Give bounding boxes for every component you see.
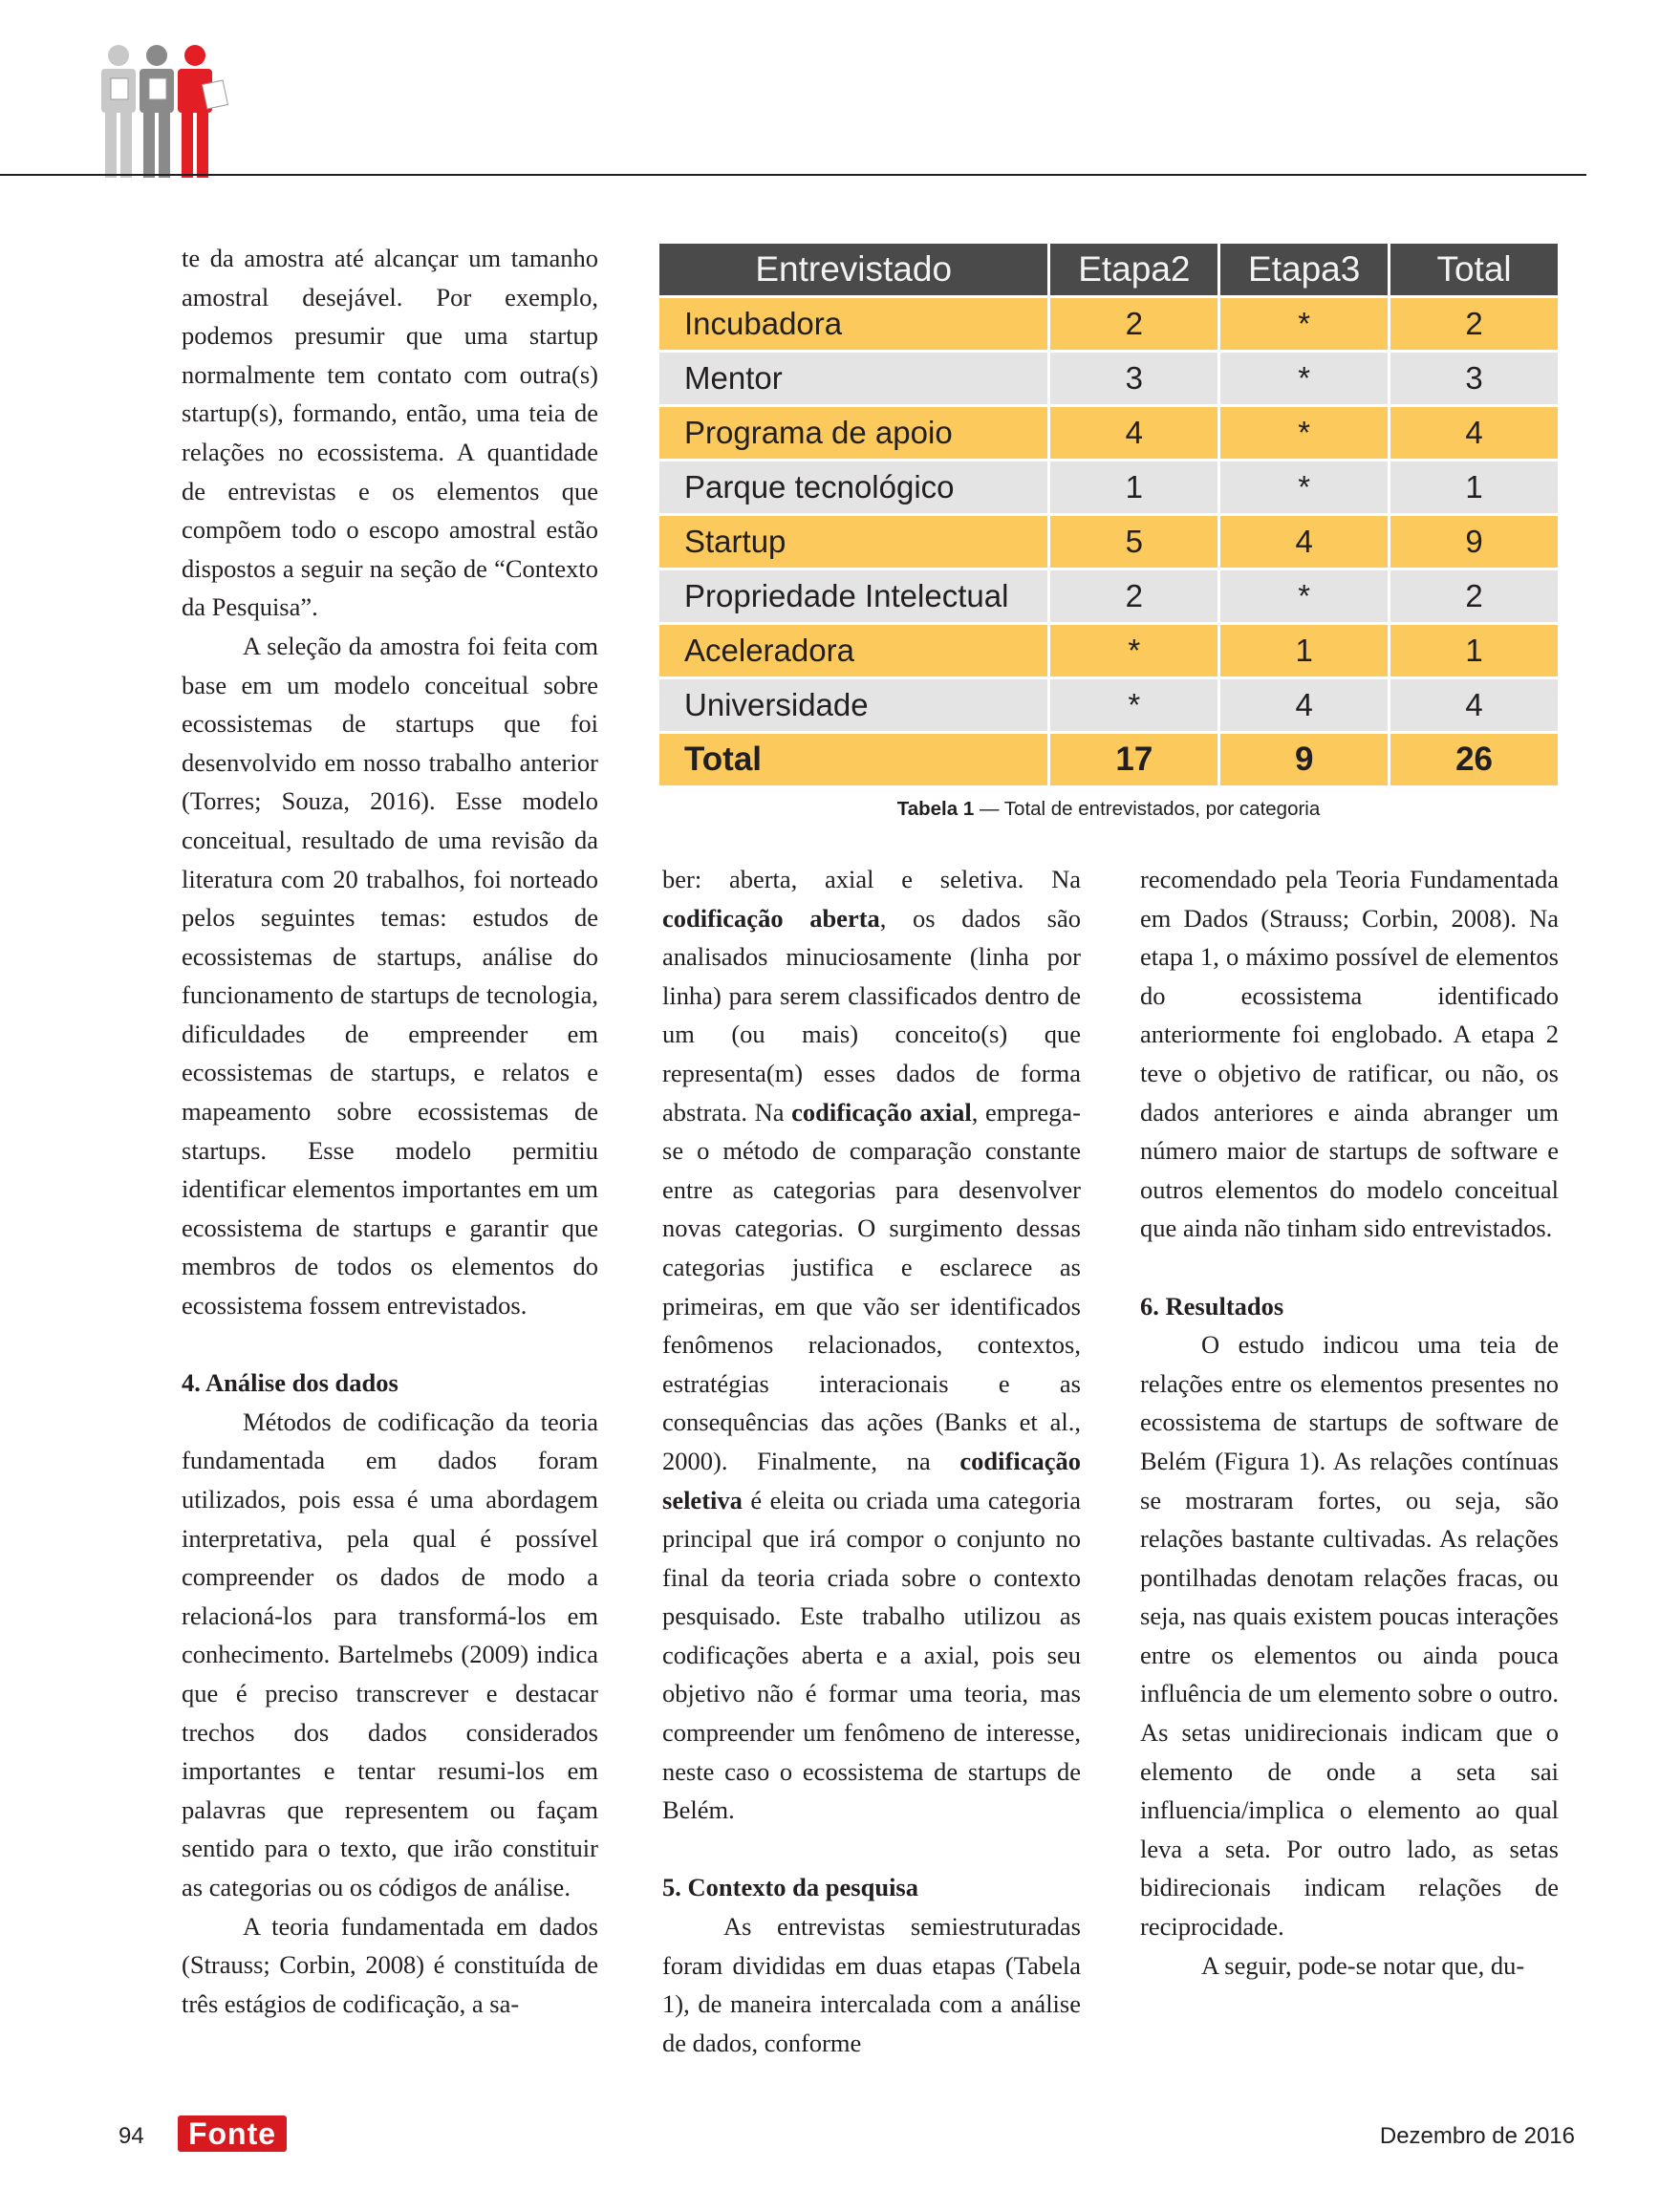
table-cell: * bbox=[1220, 407, 1388, 459]
bold-term: codificação aberta bbox=[662, 903, 880, 933]
table-row bbox=[659, 298, 1558, 350]
header-rule bbox=[0, 174, 1586, 176]
caption-label: Tabela 1 bbox=[896, 798, 975, 820]
table-header-cell: Etapa3 bbox=[1220, 244, 1388, 295]
interviewees-table-figure bbox=[659, 241, 1558, 821]
table-cell: 5 bbox=[1050, 516, 1217, 568]
bold-term: codificação axial bbox=[791, 1097, 972, 1127]
table-row bbox=[659, 462, 1558, 513]
issue-date: Dezembro de 2016 bbox=[1379, 2123, 1575, 2149]
table-cell: 2 bbox=[1390, 298, 1558, 350]
table-cell: 3 bbox=[1390, 353, 1558, 404]
table-row bbox=[659, 353, 1558, 404]
table-cell: 4 bbox=[1220, 679, 1388, 731]
table-cell: Parque tecnológico bbox=[659, 462, 1047, 513]
table-cell: Aceleradora bbox=[659, 625, 1047, 676]
table-cell: 4 bbox=[1050, 407, 1217, 459]
table-caption bbox=[659, 798, 1558, 821]
paragraph: A teoria fundamentada em dados (Strauss; Corbin, 2008) é constituída de três estágios de codificação, a sa- bbox=[182, 1911, 598, 2018]
table-cell: 4 bbox=[1220, 516, 1388, 568]
table-total-row bbox=[659, 734, 1558, 785]
table-cell: 4 bbox=[1390, 679, 1558, 731]
table-row bbox=[659, 570, 1558, 622]
interviewees-table bbox=[657, 241, 1561, 788]
table-cell: 17 bbox=[1050, 734, 1217, 785]
table-row bbox=[659, 679, 1558, 731]
table-cell: 26 bbox=[1390, 734, 1558, 785]
table-row bbox=[659, 407, 1558, 459]
table-cell: 1 bbox=[1390, 462, 1558, 513]
paragraph: recomendado pela Teoria Fundamentada em Dados (Strauss; Corbin, 2008). Na etapa 1, o máximo possível de elementos do ecossistema identificado anteriormente foi englobado. A etapa 2 teve o objetivo de ratificar, ou não, os dados anteriores e ainda abranger um número maior de startups de software e outros elementos do modelo conceitual que ainda não tinham sido entrevistados. bbox=[1140, 865, 1559, 1243]
table-header-row bbox=[659, 244, 1558, 295]
table-row bbox=[659, 625, 1558, 676]
table-cell: 9 bbox=[1390, 516, 1558, 568]
caption-text: — Total de entrevistados, por categoria bbox=[974, 798, 1321, 820]
table-cell: Mentor bbox=[659, 353, 1047, 404]
table-cell: * bbox=[1050, 625, 1217, 676]
page-number: 94 bbox=[118, 2123, 144, 2149]
table-cell: 2 bbox=[1050, 298, 1217, 350]
paragraph: As entrevistas semiestruturadas foram divididas em duas etapas (Tabela 1), de maneira intercalada com a análise de dados, conforme bbox=[662, 1912, 1081, 2057]
table-row bbox=[659, 516, 1558, 568]
table-header-cell: Total bbox=[1390, 244, 1558, 295]
table-header-cell: Etapa2 bbox=[1050, 244, 1217, 295]
table-cell: Incubadora bbox=[659, 298, 1047, 350]
table-cell: Propriedade Intelectual bbox=[659, 570, 1047, 622]
table-cell: 1 bbox=[1390, 625, 1558, 676]
table-cell: 3 bbox=[1050, 353, 1217, 404]
section-heading: 6. Resultados bbox=[1140, 1291, 1284, 1321]
table-cell: * bbox=[1220, 462, 1388, 513]
table-cell: * bbox=[1220, 353, 1388, 404]
paragraph: ber: aberta, axial e seletiva. Na codificação aberta, os dados são analisados minuciosamente (linha por linha) para serem classificados dentro de um (ou mais) conceito(s) que representa(m) esses dados de forma abstrata. Na codificação axial, emprega-se o método de comparação constante entre as categorias para desenvolver novas categorias. O surgimento dessas categorias justifica e esclarece as primeiras, em que vão ser identificados fenômenos relacionados, contextos, estratégias interacionais e as consequências das ações (Banks et al., 2000). Finalmente, na codificação seletiva é eleita ou criada uma categoria principal que irá compor o conjunto no final da teoria criada sobre o contexto pesquisado. Este trabalho utilizou as codificações aberta e a axial, pois seu objetivo não é formar uma teoria, mas compreender um fenômeno de interesse, neste caso o ecossistema de startups de Belém. bbox=[662, 865, 1081, 1825]
table-cell: Programa de apoio bbox=[659, 407, 1047, 459]
section-heading: 4. Análise dos dados bbox=[182, 1368, 399, 1398]
table-cell: 1 bbox=[1220, 625, 1388, 676]
paragraph: O estudo indicou uma teia de relações entre os elementos presentes no ecossistema de startups de software de Belém (Figura 1). As relações contínuas se mostraram fortes, ou seja, são relações bastante cultivadas. As relações pontilhadas denotam relações fracas, ou seja, nas quais existem poucas interações entre os elementos ou ainda pouca influência de um elemento sobre o outro. As setas unidirecionais indicam que o elemento de onde a seta sai influencia/implica o elemento ao qual leva a seta. Por outro lado, as setas bidirecionais indicam relações de reciprocidade. bbox=[1140, 1330, 1559, 1942]
table-cell: 4 bbox=[1390, 407, 1558, 459]
paragraph: A seguir, pode-se notar que, du- bbox=[1201, 1950, 1525, 1980]
table-cell: * bbox=[1220, 298, 1388, 350]
people-logo-icon bbox=[92, 44, 235, 180]
table-cell: 9 bbox=[1220, 734, 1388, 785]
paragraph: te da amostra até alcançar um tamanho amostral desejável. Por exemplo, podemos presumir que uma startup normalmente tem contato com outra(s) startup(s), formando, então, uma teia de relações no ecossistema. A quantidade de entrevistas e os elementos que compõem todo o escopo amostral estão dispostos a seguir na seção de “Contexto da Pesquisa”. bbox=[182, 244, 598, 622]
table-cell: 2 bbox=[1390, 570, 1558, 622]
column-3 bbox=[1140, 860, 1559, 1985]
table-cell: 2 bbox=[1050, 570, 1217, 622]
table-cell: * bbox=[1220, 570, 1388, 622]
table-cell: 1 bbox=[1050, 462, 1217, 513]
brand-logo: Fonte bbox=[178, 2115, 287, 2152]
column-1 bbox=[182, 239, 598, 2023]
column-2 bbox=[662, 860, 1081, 2062]
paragraph: Métodos de codificação da teoria fundamentada em dados foram utilizados, pois essa é uma abordagem interpretativa, pela qual é possível compreender os dados de modo a relacioná-los para transformá-los em conhecimento. Bartelmebs (2009) indica que é preciso transcrever e destacar trechos dos dados considerados importantes e tentar resumi-los em palavras que representem ou façam sentido para o texto, que irão constituir as categorias ou os códigos de análise. bbox=[182, 1407, 598, 1901]
table-header-cell: Entrevistado bbox=[659, 244, 1047, 295]
table-cell: Startup bbox=[659, 516, 1047, 568]
table-cell: Total bbox=[659, 734, 1047, 785]
section-heading: 5. Contexto da pesquisa bbox=[662, 1873, 918, 1902]
bold-term: codificação seletiva bbox=[662, 1446, 1081, 1514]
table-cell: Universidade bbox=[659, 679, 1047, 731]
table-cell: * bbox=[1050, 679, 1217, 731]
paragraph: A seleção da amostra foi feita com base em um modelo conceitual sobre ecossistemas de startups que foi desenvolvido em nosso trabalho anterior (Torres; Souza, 2016). Esse modelo conceitual, resultado de uma revisão da literatura com 20 trabalhos, foi norteado pelos seguintes temas: estudos de ecossistemas de startups, análise do funcionamento de startups de tecnologia, dificuldades de empreender em ecossistemas de startups, e relatos e mapeamento sobre ecossistemas de startups. Esse modelo permitiu identificar elementos importantes em um ecossistema de startups e garantir que membros de todos os elementos do ecossistema fossem entrevistados. bbox=[182, 631, 598, 1321]
